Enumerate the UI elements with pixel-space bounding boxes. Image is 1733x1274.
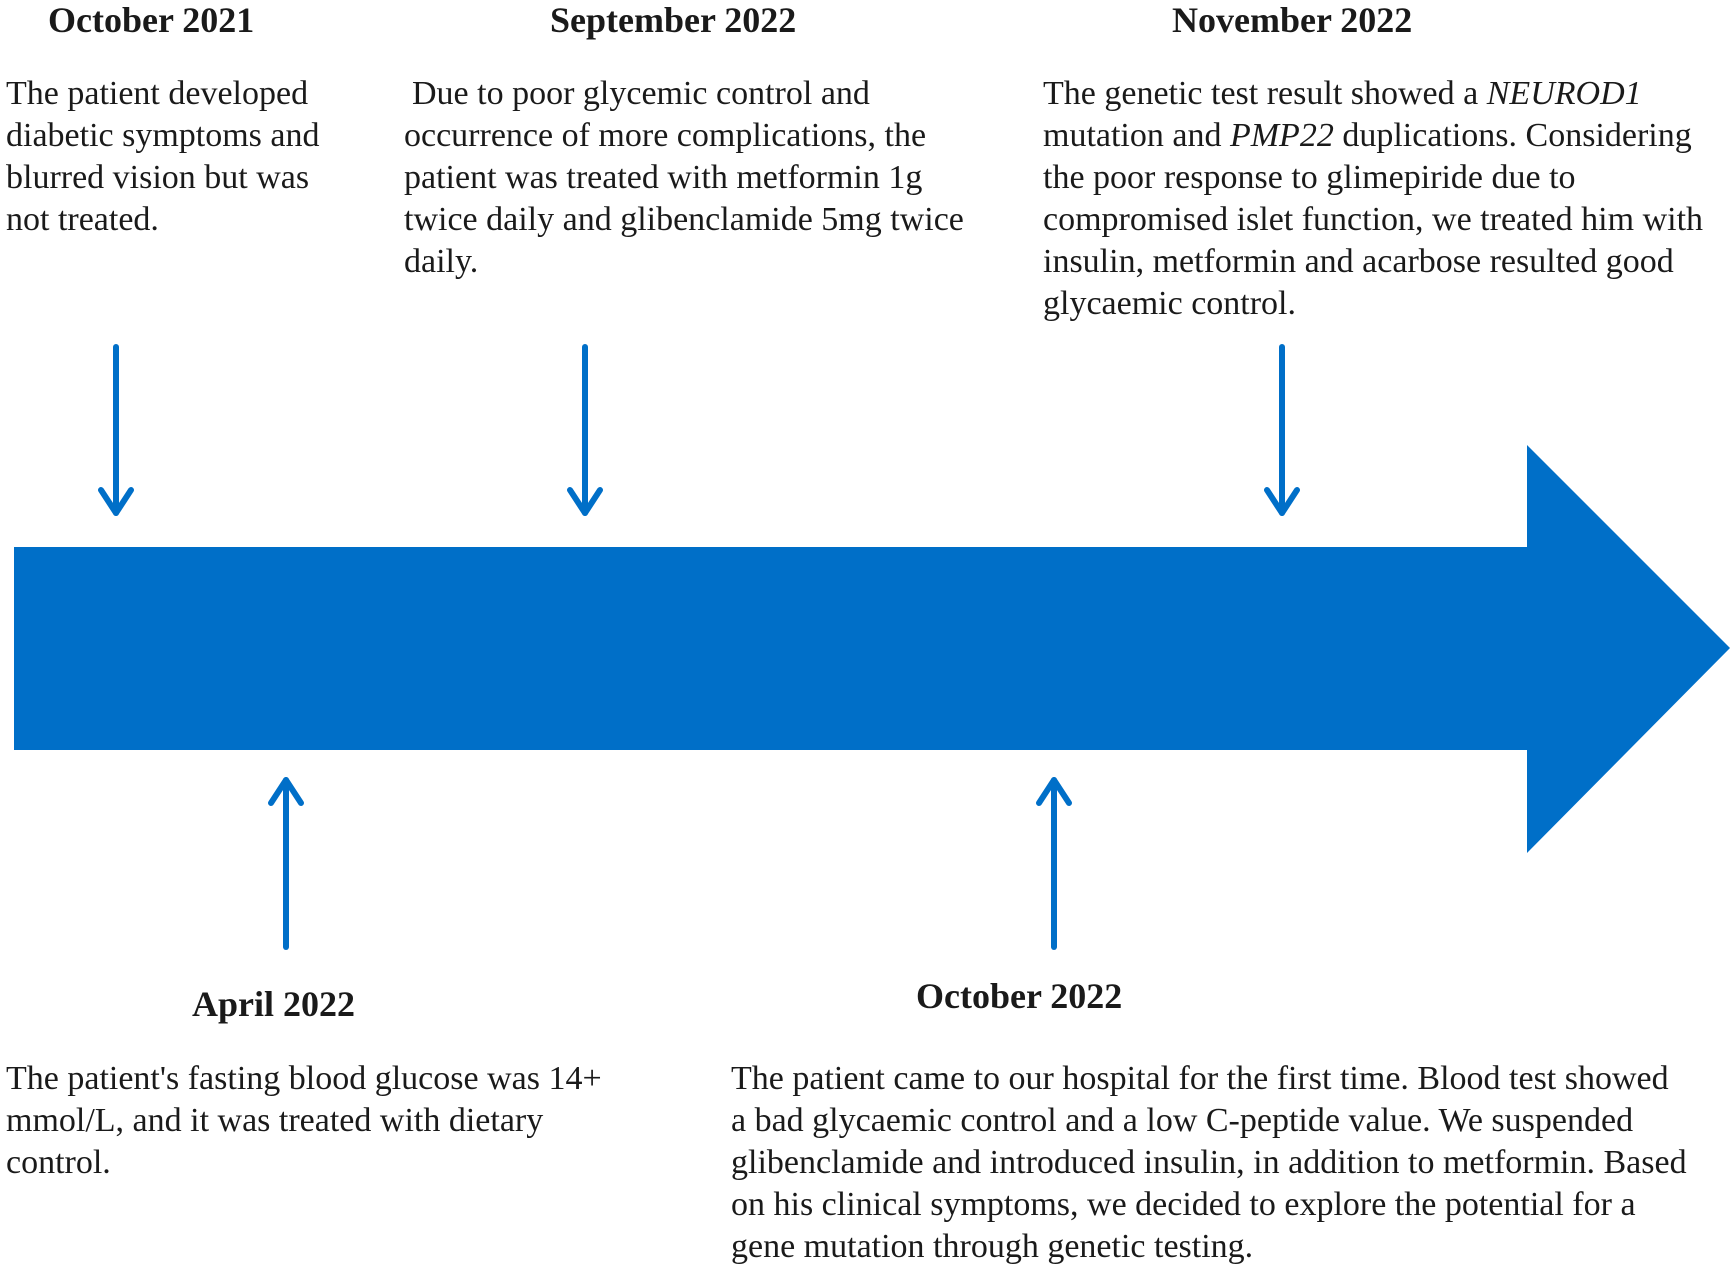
- connector-arrow-november-2022: [1267, 347, 1297, 513]
- event-description-november-2022: [1043, 73, 1733, 325]
- connector-arrow-september-2022: [570, 347, 600, 513]
- event-date-november-2022: November 2022: [1172, 0, 1413, 40]
- event-description-september-2022: Due to poor glycemic control and occurrence of more complications, the patient was treated with metformin 1g twice daily and glibenclamide 5mg twice daily.: [404, 75, 964, 280]
- event-description-october-2022: The patient came to our hospital for the first time. Blood test showed a bad glycaemic control and a low C-peptide value. We suspended glibenclamide and introduced insulin, in addition to metformin. Based on his clinical symptoms, we decided to explore the potential for a gene mutation through genetic testing.: [731, 1060, 1687, 1265]
- connector-arrow-april-2022: [271, 780, 301, 947]
- description-text-part: duplications. Considering the poor response to glimepiride due to compromised islet function, we treated him with insulin, metformin and acarbose resulted good glycaemic control.: [1043, 117, 1704, 322]
- event-date-april-2022: April 2022: [192, 984, 356, 1024]
- event-date-october-2021: October 2021: [48, 0, 255, 40]
- event-date-october-2022: October 2022: [916, 976, 1123, 1016]
- connector-arrow-october-2022: [1039, 780, 1069, 947]
- event-description-april-2022: The patient's fasting blood glucose was 14+ mmol/L, and it was treated with dietary control.: [6, 1060, 602, 1181]
- gene-name-neurod1: NEUROD1: [1486, 75, 1642, 112]
- event-description-october-2021: The patient developed diabetic symptoms and blurred vision but was not treated.: [6, 75, 320, 238]
- description-text-part: The genetic test result showed a: [1043, 75, 1487, 112]
- event-date-september-2022: September 2022: [550, 0, 797, 40]
- timeline-main-arrow: [14, 445, 1730, 853]
- connector-arrow-october-2021: [101, 347, 131, 513]
- gene-name-pmp22: PMP22: [1229, 117, 1334, 154]
- description-text-part: mutation and: [1043, 117, 1230, 154]
